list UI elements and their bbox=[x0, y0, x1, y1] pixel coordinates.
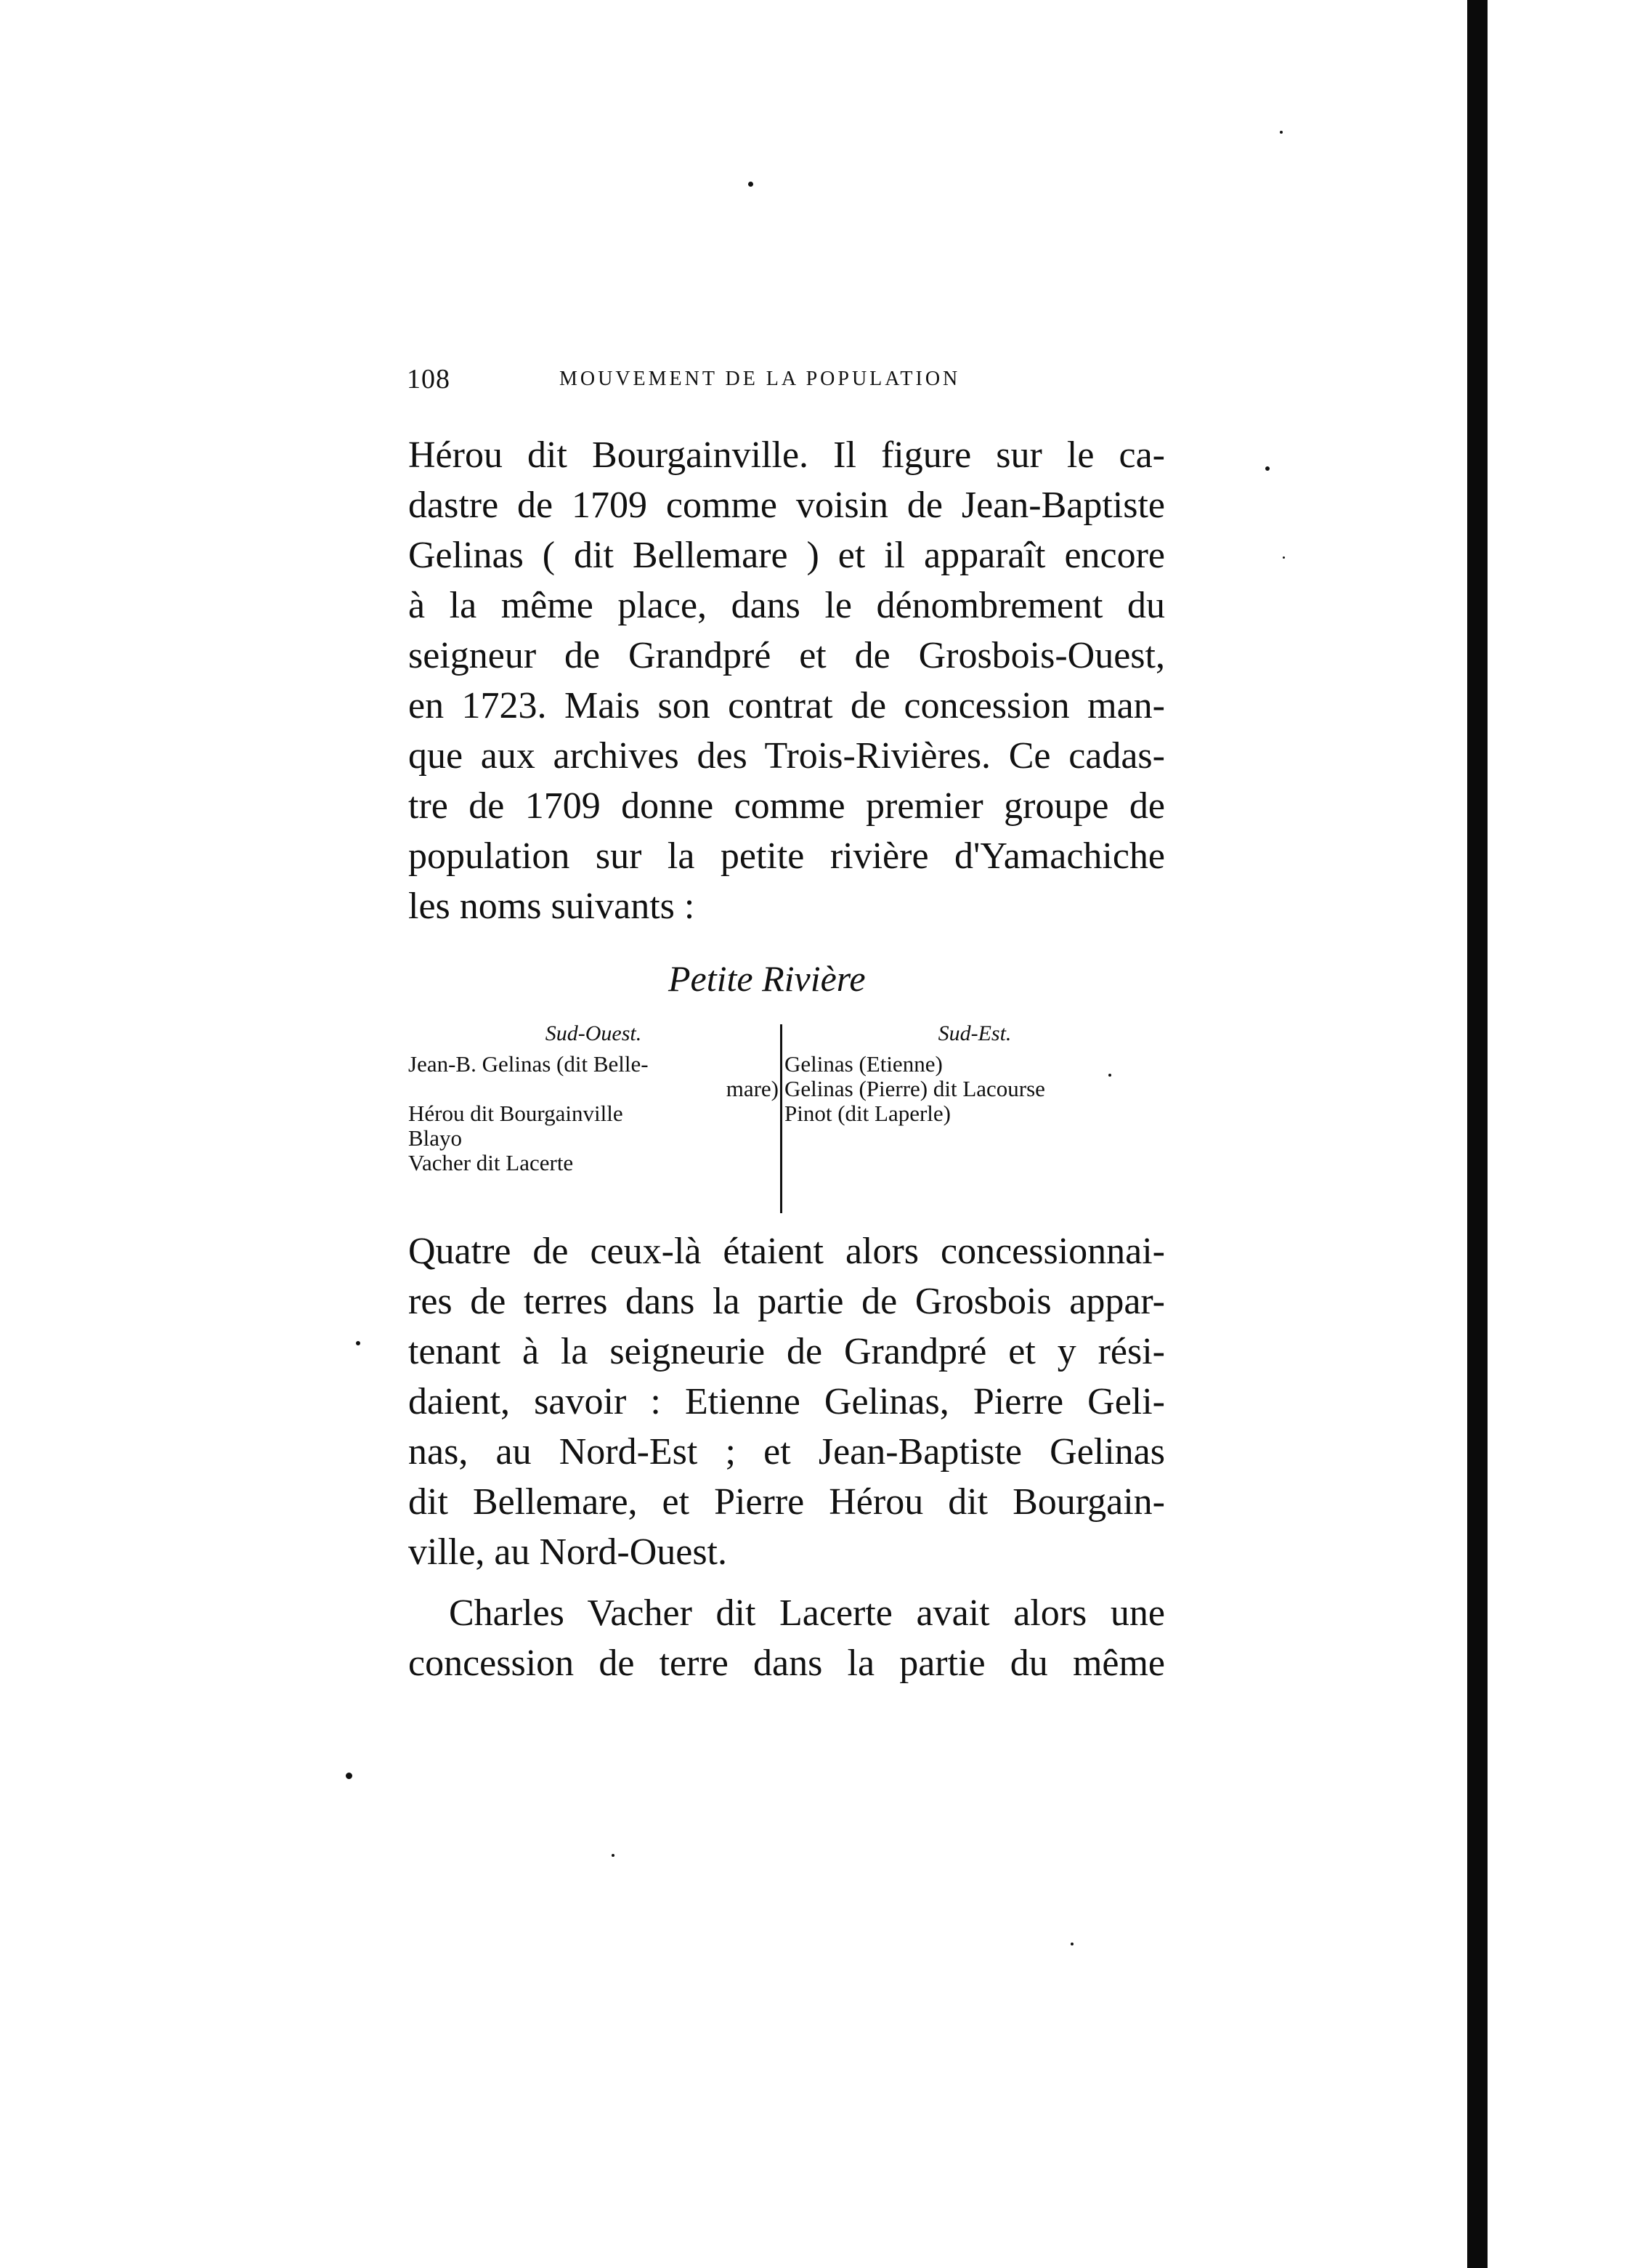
text-line: dit Bellemare, et Pierre Hérou dit Bourgain- bbox=[408, 1481, 1165, 1523]
scan-speck bbox=[1283, 556, 1285, 559]
running-title: MOUVEMENT DE LA POPULATION bbox=[559, 368, 961, 390]
table-row: Vacher dit Lacerte bbox=[408, 1150, 574, 1175]
text-line: Charles Vacher dit Lacerte avait alors une bbox=[449, 1592, 1165, 1634]
running-head bbox=[407, 363, 1177, 400]
table-row: Gelinas (Etienne) bbox=[784, 1051, 943, 1077]
scan-speck bbox=[748, 182, 753, 187]
page-number: 108 bbox=[407, 364, 450, 394]
paragraph-3 bbox=[408, 1588, 1165, 1688]
text-line: ville, au Nord-Ouest. bbox=[408, 1531, 728, 1573]
column-sud-est bbox=[784, 1016, 1165, 1126]
column-sud-ouest bbox=[408, 1016, 779, 1175]
scan-speck bbox=[1071, 1943, 1074, 1945]
paragraph-2 bbox=[408, 1226, 1165, 1577]
text-line: à la même place, dans le dénombrement du bbox=[408, 585, 1165, 626]
text-line: que aux archives des Trois-Rivières. Ce cadas- bbox=[408, 735, 1165, 777]
text-line: tre de 1709 donne comme premier groupe de bbox=[408, 785, 1165, 827]
text-line: daient, savoir : Etienne Gelinas, Pierre Geli- bbox=[408, 1381, 1165, 1422]
table-row: Gelinas (Pierre) dit Lacourse bbox=[784, 1076, 1045, 1101]
column-heading: Sud-Est. bbox=[938, 1021, 1012, 1045]
scan-edge-bar bbox=[1467, 0, 1488, 2268]
text-line: seigneur de Grandpré et de Grosbois-Ouest, bbox=[408, 635, 1165, 676]
table-row: Jean-B. Gelinas (dit Belle- bbox=[408, 1051, 649, 1077]
text-line: en 1723. Mais son contrat de concession man- bbox=[408, 685, 1165, 726]
text-line: nas, au Nord-Est ; et Jean-Baptiste Gelinas bbox=[408, 1431, 1165, 1473]
text-line: res de terres dans la partie de Grosbois appar- bbox=[408, 1281, 1165, 1322]
text-line: tenant à la seigneurie de Grandpré et y rési- bbox=[408, 1331, 1165, 1372]
text-line: Hérou dit Bourgainville. Il figure sur le ca- bbox=[408, 434, 1165, 476]
table-row: Blayo bbox=[408, 1125, 463, 1151]
text-line: les noms suivants : bbox=[408, 886, 695, 927]
table-row: Hérou dit Bourgainville bbox=[408, 1101, 623, 1126]
scan-speck bbox=[1265, 466, 1270, 471]
text-line: Quatre de ceux-là étaient alors concessionnai- bbox=[408, 1231, 1165, 1272]
scan-speck bbox=[346, 1773, 352, 1779]
text-line: population sur la petite rivière d'Yamachiche bbox=[408, 835, 1165, 877]
names-table bbox=[408, 1016, 1165, 1219]
text-line: Gelinas ( dit Bellemare ) et il apparaît encore bbox=[408, 535, 1165, 576]
table-title-text: Petite Rivière bbox=[668, 958, 866, 999]
table-row: Pinot (dit Laperle) bbox=[784, 1101, 951, 1126]
scan-speck bbox=[612, 1854, 614, 1857]
paragraph-1 bbox=[408, 430, 1165, 931]
column-divider bbox=[780, 1024, 782, 1213]
text-line: concession de terre dans la partie du même bbox=[408, 1643, 1165, 1684]
scan-speck bbox=[356, 1341, 360, 1345]
table-row: mare) bbox=[726, 1076, 779, 1101]
scan-speck bbox=[1280, 131, 1283, 134]
text-line: dastre de 1709 comme voisin de Jean-Baptiste bbox=[408, 485, 1165, 526]
scan-speck bbox=[1108, 1074, 1111, 1077]
column-heading: Sud-Ouest. bbox=[545, 1021, 642, 1045]
